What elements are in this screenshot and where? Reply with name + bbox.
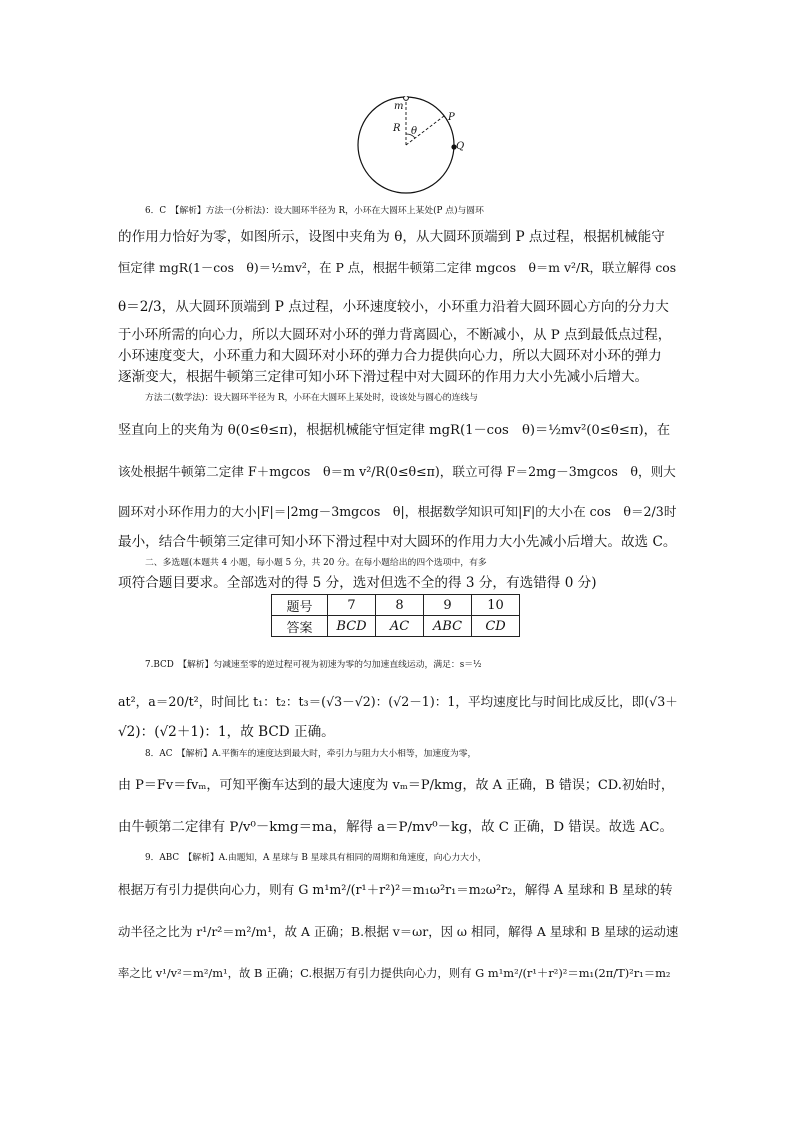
table-cell: 9: [424, 595, 472, 616]
q6-line: 小环速度变大，小环重力和大圆环对小环的弹力合力提供向心力，所以大圆环对小环的弹力: [118, 348, 662, 364]
q6-line: 6．C 【解析】方法一(分析法)：设大圆环半径为 R，小环在大圆环上某处(P 点)与圆环: [145, 206, 484, 216]
q6-line: 恒定律 mgR(1－cos θ)＝½mv²，在 P 点，根据牛顿第二定律 mgcos θ＝m v²/R，联立解得 cos: [118, 260, 677, 275]
q9-line: 根据万有引力提供向心力，则有 G m¹m²/(r¹＋r²)²＝m₁ω²r₁＝m₂ω²r₂，解得 A 星球和 B 星球的转: [118, 882, 673, 897]
table-row: [272, 616, 520, 637]
q6-line: θ＝2/3，从大圆环顶端到 P 点过程，小环速度较小，小环重力沿着大圆环圆心方向的分力大: [118, 299, 669, 315]
label-Q: Q: [456, 141, 465, 152]
q6-line: 该处根据牛顿第二定律 F＋mgcos θ＝m v²/R(0≤θ≤π)，联立可得 F＝2mg－3mgcos θ，则大: [118, 464, 676, 479]
q7-line: 7.BCD 【解析】匀减速至零的逆过程可视为初速为零的匀加速直线运动，满足：s＝½: [145, 660, 482, 670]
q9-line: 动半径之比为 r¹/r²＝m²/m¹，故 A 正确；B.根据 v＝ωr，因 ω 相同，解得 A 星球和 B 星球的运动速: [118, 924, 679, 939]
table-cell: BCD: [328, 616, 376, 637]
section-heading: 项符合题目要求。全部选对的得 5 分，选对但选不全的得 3 分，有选错得 0 分): [118, 575, 597, 591]
table-cell: ABC: [424, 616, 472, 637]
table-row: [272, 595, 520, 616]
q6-line: 最小，结合牛顿第三定律可知小环下滑过程中对大圆环的作用力大小先减小后增大。故选 C。: [118, 534, 677, 550]
table-cell: 10: [472, 595, 520, 616]
section-heading: 二、多选题(本题共 4 小题，每小题 5 分，共 20 分。在每小题给出的四个选项中，有多: [145, 558, 487, 568]
q9-line: 9．ABC 【解析】A.由题知，A 星球与 B 星球具有相同的周期和角速度，向心力大小，: [145, 853, 487, 863]
q8-line: 8．AC 【解析】A.平衡车的速度达到最大时，牵引力与阻力大小相等，加速度为零，: [145, 749, 477, 759]
label-theta: θ: [411, 126, 418, 137]
q6-line: 竖直向上的夹角为 θ(0≤θ≤π)，根据机械能守恒定律 mgR(1－cos θ)＝½mv²(0≤θ≤π)，在: [118, 423, 671, 438]
table-cell: 8: [376, 595, 424, 616]
q6-line: 的作用力恰好为零，如图所示，设图中夹角为 θ，从大圆环顶端到 P 点过程，根据机械能守: [118, 229, 665, 245]
q8-line: 由 P＝Fv＝fvₘ，可知平衡车达到的最大速度为 vₘ＝P/kmg，故 A 正确，B 错误；CD.初始时，: [118, 778, 674, 793]
table-cell: 7: [328, 595, 376, 616]
q6-line: 逐渐变大，根据牛顿第三定律可知小环下滑过程中对大圆环的作用力大小先减小后增大。: [118, 369, 649, 385]
table-cell: 答案: [272, 616, 328, 637]
table-cell: 题号: [272, 595, 328, 616]
q8-line: 由牛顿第二定律有 P/v⁰－kmg＝ma，解得 a＝P/mv⁰－kg，故 C 正确，D 错误。故选 AC。: [118, 820, 673, 835]
q7-line: √2)：(√2＋1)：1，故 BCD 正确。: [118, 724, 335, 740]
label-P: P: [448, 112, 455, 123]
table-cell: AC: [376, 616, 424, 637]
q6-line: 方法二(数学法)：设大圆环半径为 R，小环在大圆环上某处时，设该处与圆心的连线与: [145, 393, 478, 403]
q7-line: at²，a＝20/t²，时间比 t₁：t₂：t₃＝(√3－√2)：(√2－1)：1，平均速度比与时间比成反比，即(√3＋: [118, 694, 678, 709]
table-cell: CD: [472, 616, 520, 637]
circle-diagram: [350, 96, 470, 206]
answer-table: [271, 594, 520, 637]
q6-line: 圆环对小环作用力的大小|F|＝|2mg－3mgcos θ|，根据数学知识可知|F|的大小在 cos θ＝2/3时: [118, 504, 677, 519]
q9-line: 率之比 v¹/v²＝m²/m¹，故 B 正确；C.根据万有引力提供向心力，则有 G m¹m²/(r¹＋r²)²＝m₁(2π/T)²r₁＝m₂: [118, 966, 671, 980]
label-R: R: [393, 123, 401, 134]
label-m: m: [394, 101, 404, 112]
q6-line: 于小环所需的向心力，所以大圆环对小环的弹力背离圆心，不断减小，从 P 点到最低点过程，: [118, 328, 672, 343]
